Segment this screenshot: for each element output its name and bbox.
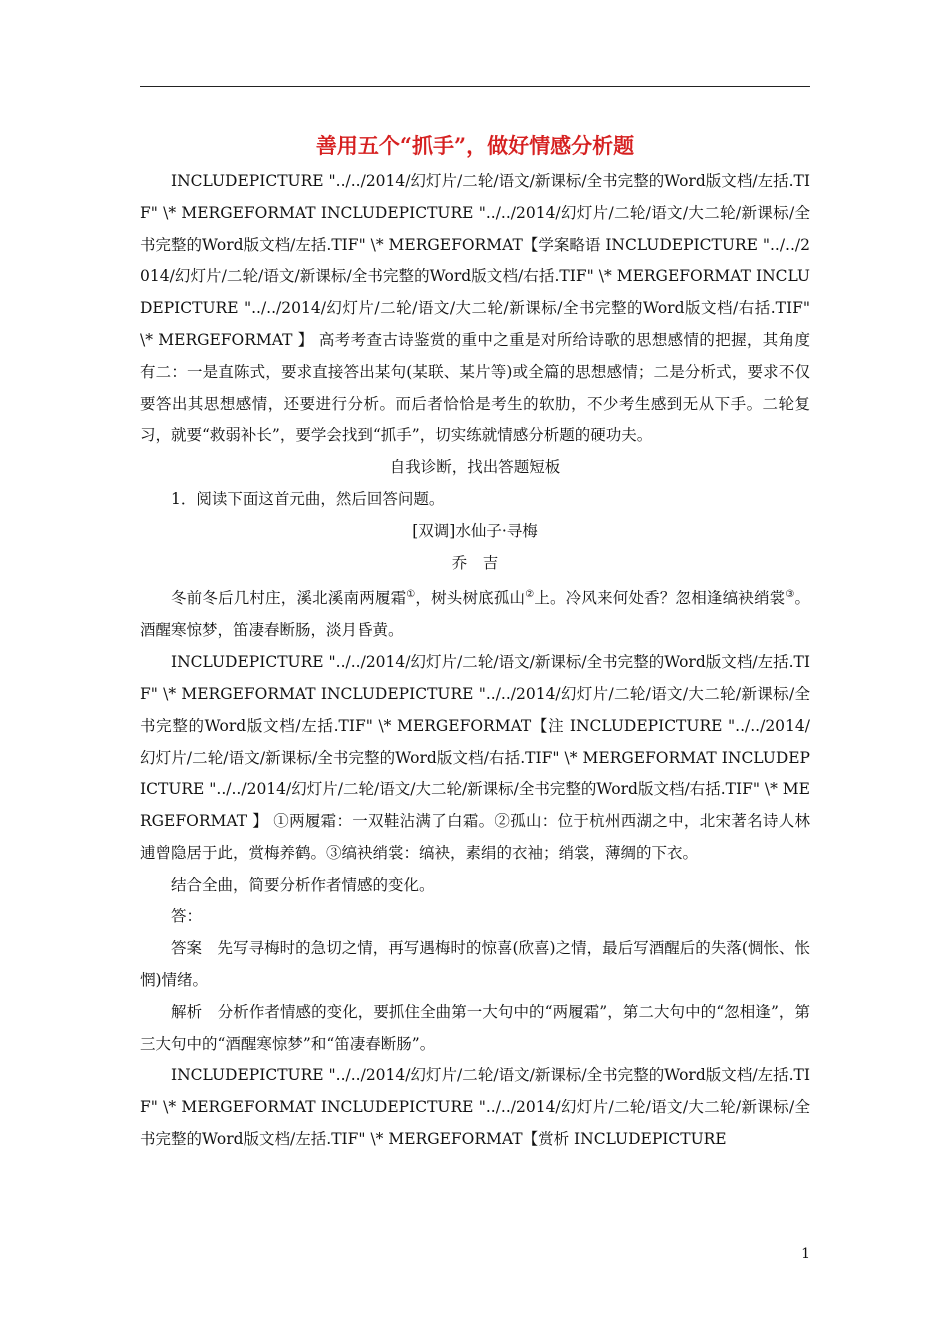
question-prompt: 1．阅读下面这首元曲，然后回答问题。 bbox=[171, 489, 445, 508]
footnote-marker-1: ① bbox=[406, 589, 416, 601]
document-body bbox=[140, 126, 810, 1156]
poem-text-part1: 冬前冬后几村庄，溪北溪南两履霜 bbox=[171, 589, 407, 608]
poem-text bbox=[140, 579, 810, 647]
question-text: 结合全曲，简要分析作者情感的变化。 bbox=[171, 875, 435, 894]
footnote-marker-3: ③ bbox=[785, 589, 795, 601]
answer-paragraph: 答案 先写寻梅时的急切之情，再写遇梅时的惊喜(欣喜)之情，最后写酒醒后的失落(惆怅、怅惘)情绪。 bbox=[140, 939, 810, 990]
answer-label: 答： bbox=[171, 907, 203, 926]
header-rule bbox=[140, 86, 810, 87]
footnote-marker-2: ② bbox=[525, 589, 535, 601]
poem-text-part2: ，树头树底孤山 bbox=[415, 589, 526, 608]
notes-paragraph: INCLUDEPICTURE "../../2014/幻灯片/二轮/语文/新课标/全书完整的Word版文档/左括.TIF" \* MERGEFORMAT INCLUDEPICTURE "../../2014/幻灯片/二轮/语文/大二轮/新课标/全书完整的Word版文档/左括.TIF" \* MERGEFORMAT【注 INCLUDEPICTURE "../../2014/幻灯片/二轮/语文/新课标/全书完整的Word版文档/右括.TIF" \* MERGEFORMAT INCLUDEPICTURE "../../2014/幻灯片/二轮/语文/大二轮/新课标/全书完整的Word版文档/右括.TIF" \* MERGEFORMAT 】 ①两履霜：一双鞋沾满了白霜。②孤山：位于杭州西湖之中，北宋著名诗人林逋曾隐居于此，赏梅养鹤。③缟袂绡裳：缟袂，素绢的衣袖；绡裳，薄绸的下衣。 bbox=[140, 653, 810, 862]
poem-title: [双调]水仙子·寻梅 bbox=[412, 521, 538, 540]
intro-paragraph: INCLUDEPICTURE "../../2014/幻灯片/二轮/语文/新课标/全书完整的Word版文档/左括.TIF" \* MERGEFORMAT INCLUDEPICTURE "../../2014/幻灯片/二轮/语文/大二轮/新课标/全书完整的Word版文档/左括.TIF" \* MERGEFORMAT【学案略语 INCLUDEPICTURE "../../2014/幻灯片/二轮/语文/新课标/全书完整的Word版文档/右括.TIF" \* MERGEFORMAT INCLUDEPICTURE "../../2014/幻灯片/二轮/语文/大二轮/新课标/全书完整的Word版文档/右括.TIF" \* MERGEFORMAT 】 高考考查古诗鉴赏的重中之重是对所给诗歌的思想感情的把握，其角度有二：一是直陈式，要求直接答出某句(某联、某片等)或全篇的思想感情；二是分析式，要求不仅要答出其思想感情，还要进行分析。而后者恰恰是考生的软肋，不少考生感到无从下手。二轮复习，就要“救弱补长”，要学会找到“抓手”，切实练就情感分析题的硬功夫。 bbox=[140, 172, 810, 445]
poem-text-part4: 。酒醒寒惊梦，笛凄春断肠，淡月昏黄。 bbox=[140, 589, 810, 640]
analysis-paragraph: 解析 分析作者情感的变化，要抓住全曲第一大句中的“两履霜”，第二大句中的“忽相逢”，第三大句中的“酒醒寒惊梦”和“笛凄春断肠”。 bbox=[140, 1002, 810, 1053]
poem-text-part3: 上。冷风来何处香？忽相逢缟袂绡裳 bbox=[534, 589, 786, 608]
poem-author: 乔 吉 bbox=[451, 553, 499, 572]
page-number: 1 bbox=[801, 1246, 810, 1262]
appreciation-paragraph: INCLUDEPICTURE "../../2014/幻灯片/二轮/语文/新课标/全书完整的Word版文档/左括.TIF" \* MERGEFORMAT INCLUDEPICTURE "../../2014/幻灯片/二轮/语文/大二轮/新课标/全书完整的Word版文档/左括.TIF" \* MERGEFORMAT【赏析 INCLUDEPICTURE bbox=[140, 1066, 810, 1149]
section-heading: 自我诊断，找出答题短板 bbox=[389, 458, 561, 477]
document-title: 善用五个“抓手”，做好情感分析题 bbox=[315, 133, 635, 158]
